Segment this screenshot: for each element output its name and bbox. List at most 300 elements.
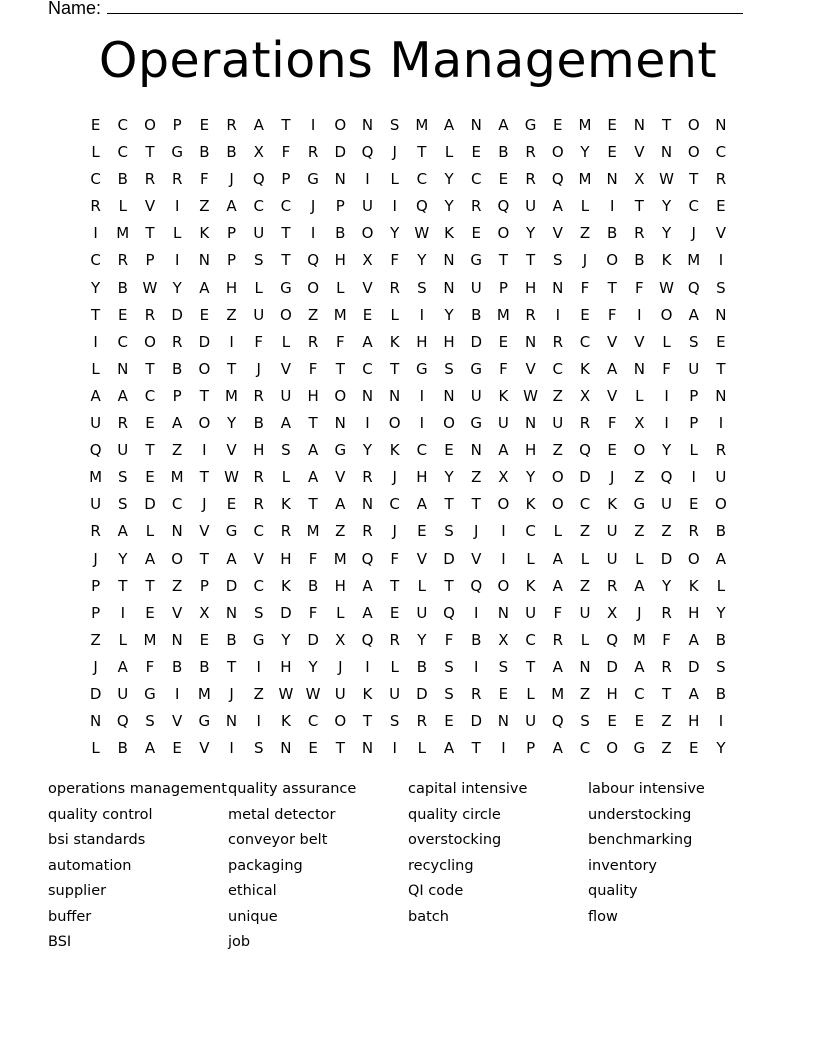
grid-letter: F bbox=[145, 657, 155, 676]
grid-letter: G bbox=[633, 495, 646, 514]
grid-letter: A bbox=[552, 657, 563, 676]
grid-letter: K bbox=[525, 576, 536, 595]
grid-letter: N bbox=[443, 386, 455, 405]
grid-letter: F bbox=[390, 549, 399, 568]
grid-letter: O bbox=[497, 495, 510, 514]
grid-letter: V bbox=[634, 143, 645, 162]
grid-letter: T bbox=[145, 224, 155, 243]
grid-letter: H bbox=[225, 278, 238, 297]
grid-letter: K bbox=[607, 495, 618, 514]
grid-letter: N bbox=[198, 251, 210, 270]
grid-letter: I bbox=[474, 603, 479, 622]
grid-letter: F bbox=[390, 251, 399, 270]
grid-letter: R bbox=[171, 332, 183, 351]
word-list-item: quality bbox=[588, 883, 638, 899]
grid-letter: R bbox=[471, 684, 482, 703]
grid-letter: V bbox=[172, 603, 183, 622]
grid-letter: K bbox=[688, 576, 699, 595]
grid-letter: N bbox=[470, 116, 482, 134]
grid-letter: S bbox=[389, 116, 400, 134]
grid-letter: N bbox=[361, 386, 374, 405]
grid-letter: C bbox=[416, 441, 428, 460]
grid-letter: T bbox=[716, 359, 726, 378]
grid-letter: S bbox=[444, 522, 454, 541]
grid-letter: S bbox=[253, 251, 264, 270]
grid-letter: Y bbox=[661, 576, 672, 595]
grid-letter: N bbox=[280, 739, 292, 758]
grid-letter: V bbox=[280, 359, 292, 378]
grid-letter: T bbox=[91, 305, 101, 324]
grid-letter: O bbox=[551, 143, 564, 162]
grid-letter: Q bbox=[687, 278, 700, 297]
grid-letter: S bbox=[118, 468, 128, 487]
grid-letter: E bbox=[444, 712, 454, 731]
name-underline bbox=[107, 0, 743, 14]
grid-letter: Q bbox=[89, 441, 102, 460]
grid-letter: T bbox=[308, 495, 318, 514]
grid-letter: L bbox=[336, 603, 345, 622]
grid-letter: Q bbox=[606, 630, 619, 649]
grid-letter: Y bbox=[308, 657, 318, 676]
grid-letter: V bbox=[199, 739, 210, 758]
grid-letter: B bbox=[607, 224, 618, 243]
grid-letter: T bbox=[281, 224, 291, 243]
grid-letter: F bbox=[335, 332, 345, 351]
grid-letter: D bbox=[416, 684, 428, 703]
grid-letter: N bbox=[171, 522, 183, 541]
grid-letter: M bbox=[415, 116, 429, 134]
grid-letter: X bbox=[199, 603, 210, 622]
grid-letter: C bbox=[416, 170, 428, 189]
grid-letter: N bbox=[470, 441, 482, 460]
grid-letter: R bbox=[171, 170, 183, 189]
grid-letter: E bbox=[199, 630, 210, 649]
grid-letter: Z bbox=[471, 468, 482, 487]
grid-letter: B bbox=[471, 630, 482, 649]
grid-letter: Z bbox=[307, 305, 319, 324]
word-list-item: operations management bbox=[48, 781, 227, 797]
grid-letter: U bbox=[361, 197, 373, 216]
grid-letter: I bbox=[419, 305, 425, 324]
grid-letter: H bbox=[416, 332, 428, 351]
grid-letter: R bbox=[144, 170, 156, 189]
grid-letter: U bbox=[525, 603, 537, 622]
grid-letter: M bbox=[225, 386, 238, 405]
grid-letter: L bbox=[662, 332, 671, 351]
grid-letter: L bbox=[526, 549, 535, 568]
grid-letter: P bbox=[227, 224, 237, 243]
grid-letter: S bbox=[281, 441, 291, 460]
grid-letter: G bbox=[633, 739, 646, 758]
grid-letter: U bbox=[688, 359, 700, 378]
grid-letter: I bbox=[609, 197, 615, 216]
grid-letter: O bbox=[497, 576, 510, 595]
grid-letter: N bbox=[334, 414, 346, 433]
grid-letter: A bbox=[552, 739, 563, 758]
grid-letter: F bbox=[308, 549, 318, 568]
grid-letter: C bbox=[389, 495, 400, 514]
grid-letter: T bbox=[199, 386, 209, 405]
grid-letter: Z bbox=[661, 739, 672, 758]
grid-letter: Q bbox=[252, 170, 265, 189]
grid-letter: C bbox=[280, 197, 292, 216]
grid-letter: L bbox=[580, 549, 590, 568]
grid-letter: Z bbox=[579, 576, 591, 595]
grid-letter: O bbox=[497, 224, 510, 243]
grid-letter: N bbox=[715, 386, 727, 405]
grid-letter: S bbox=[498, 657, 509, 676]
grid-letter: U bbox=[470, 386, 482, 405]
grid-letter: K bbox=[498, 386, 509, 405]
grid-letter: R bbox=[90, 522, 101, 541]
grid-letter: R bbox=[307, 143, 319, 162]
grid-letter: P bbox=[172, 116, 182, 134]
letter-grid bbox=[82, 112, 735, 762]
grid-letter: C bbox=[253, 197, 264, 216]
grid-letter: A bbox=[253, 116, 264, 134]
word-list-item: conveyor belt bbox=[228, 832, 328, 848]
grid-letter: U bbox=[117, 684, 129, 703]
grid-letter: H bbox=[688, 603, 700, 622]
grid-letter: Q bbox=[660, 468, 673, 487]
grid-letter: B bbox=[715, 522, 727, 541]
grid-letter: B bbox=[172, 359, 183, 378]
grid-letter: V bbox=[144, 197, 156, 216]
grid-letter: T bbox=[308, 414, 318, 433]
grid-letter: Z bbox=[335, 522, 346, 541]
page-title: Operations Management bbox=[98, 32, 718, 89]
grid-letter: D bbox=[687, 657, 700, 676]
word-list-item: BSI bbox=[48, 934, 72, 950]
grid-letter: J bbox=[637, 603, 642, 622]
grid-letter: R bbox=[307, 332, 319, 351]
grid-letter: M bbox=[116, 224, 130, 243]
word-list-item: QI code bbox=[408, 883, 464, 899]
grid-letter: F bbox=[200, 170, 209, 189]
grid-letter: U bbox=[579, 603, 591, 622]
grid-letter: U bbox=[715, 468, 727, 487]
grid-letter: M bbox=[170, 468, 184, 487]
grid-letter: P bbox=[335, 197, 345, 216]
grid-letter: E bbox=[90, 116, 101, 134]
grid-letter: U bbox=[525, 197, 537, 216]
grid-letter: J bbox=[310, 197, 316, 216]
word-list-column bbox=[408, 777, 588, 956]
word-list-item: quality assurance bbox=[228, 781, 357, 797]
grid-letter: L bbox=[91, 359, 100, 378]
grid-letter: E bbox=[417, 522, 427, 541]
grid-letter: V bbox=[525, 359, 536, 378]
grid-letter: B bbox=[715, 630, 727, 649]
grid-letter: A bbox=[117, 657, 128, 676]
grid-letter: Q bbox=[443, 603, 455, 622]
grid-letter: A bbox=[552, 549, 563, 568]
grid-letter: G bbox=[144, 684, 156, 703]
grid-letter: F bbox=[580, 278, 590, 297]
grid-letter: N bbox=[579, 657, 591, 676]
grid-letter: C bbox=[117, 116, 129, 134]
grid-letter: T bbox=[390, 576, 400, 595]
grid-letter: W bbox=[523, 386, 539, 405]
grid-letter: T bbox=[362, 712, 373, 731]
grid-letter: Y bbox=[226, 414, 237, 433]
grid-letter: U bbox=[470, 278, 482, 297]
grid-letter: T bbox=[335, 359, 345, 378]
grid-letter: M bbox=[551, 684, 565, 703]
grid-letter: M bbox=[496, 305, 510, 324]
grid-letter: O bbox=[443, 414, 455, 433]
grid-letter: I bbox=[637, 305, 642, 324]
grid-letter: E bbox=[498, 332, 509, 351]
word-list-item: labour intensive bbox=[588, 781, 705, 797]
grid-letter: Y bbox=[661, 224, 672, 243]
grid-letter: Z bbox=[552, 441, 563, 460]
grid-letter: M bbox=[306, 522, 320, 541]
grid-letter: E bbox=[145, 468, 155, 487]
grid-letter: M bbox=[578, 116, 592, 134]
grid-letter: T bbox=[444, 576, 454, 595]
grid-letter: Y bbox=[417, 630, 427, 649]
grid-letter: T bbox=[281, 251, 291, 270]
word-list-item: capital intensive bbox=[408, 781, 528, 797]
grid-letter: N bbox=[225, 603, 238, 622]
grid-letter: M bbox=[333, 305, 347, 324]
grid-letter: A bbox=[172, 414, 183, 433]
grid-letter: Q bbox=[415, 197, 428, 216]
grid-letter: B bbox=[253, 414, 264, 433]
name-label: Name: bbox=[48, 0, 102, 18]
word-list-item: understocking bbox=[588, 806, 692, 823]
grid-letter: B bbox=[335, 224, 346, 243]
word-list-column bbox=[588, 777, 768, 956]
grid-letter: M bbox=[143, 630, 157, 649]
grid-letter: R bbox=[90, 197, 101, 216]
grid-letter: F bbox=[607, 414, 617, 433]
grid-letter: A bbox=[335, 495, 346, 514]
grid-letter: A bbox=[362, 576, 373, 595]
grid-letter: Y bbox=[661, 441, 672, 460]
grid-letter: K bbox=[444, 224, 454, 243]
grid-letter: O bbox=[715, 495, 727, 514]
grid-letter: O bbox=[361, 224, 374, 243]
grid-letter: I bbox=[174, 197, 180, 216]
grid-letter: E bbox=[444, 441, 454, 460]
grid-letter: J bbox=[609, 468, 615, 487]
grid-letter: A bbox=[144, 549, 156, 568]
grid-letter: Z bbox=[579, 224, 591, 243]
grid-letter: C bbox=[552, 359, 564, 378]
word-list-item: automation bbox=[48, 857, 132, 874]
grid-letter: T bbox=[526, 657, 536, 676]
grid-letter: B bbox=[199, 143, 210, 162]
grid-letter: E bbox=[716, 197, 726, 216]
grid-letter: H bbox=[334, 251, 346, 270]
grid-letter: T bbox=[335, 739, 345, 758]
grid-letter: B bbox=[117, 278, 128, 297]
grid-letter: H bbox=[606, 684, 618, 703]
grid-letter: C bbox=[525, 630, 536, 649]
grid-letter: S bbox=[553, 251, 563, 270]
grid-letter: N bbox=[552, 278, 564, 297]
grid-letter: A bbox=[226, 549, 237, 568]
grid-letter: M bbox=[687, 251, 701, 270]
grid-letter: U bbox=[90, 495, 102, 514]
grid-letter: A bbox=[90, 386, 101, 405]
word-list bbox=[48, 777, 768, 956]
grid-letter: T bbox=[471, 739, 481, 758]
grid-letter: O bbox=[307, 278, 319, 297]
grid-letter: I bbox=[392, 739, 397, 758]
word-list-item: batch bbox=[408, 908, 449, 925]
grid-letter: U bbox=[606, 549, 618, 568]
grid-letter: K bbox=[280, 576, 291, 595]
grid-letter: C bbox=[715, 143, 727, 162]
grid-letter: C bbox=[634, 684, 645, 703]
grid-letter: E bbox=[688, 739, 699, 758]
grid-letter: A bbox=[362, 603, 373, 622]
grid-letter: E bbox=[716, 332, 726, 351]
grid-letter: L bbox=[118, 197, 127, 216]
grid-letter: F bbox=[308, 603, 318, 622]
grid-letter: N bbox=[89, 712, 102, 731]
grid-letter: K bbox=[362, 684, 373, 703]
grid-letter: Q bbox=[579, 441, 591, 460]
word-list-item: overstocking bbox=[408, 832, 502, 848]
grid-letter: E bbox=[607, 116, 617, 134]
word-list-item: quality circle bbox=[408, 806, 501, 823]
grid-letter: S bbox=[580, 712, 590, 731]
grid-letter: C bbox=[117, 332, 129, 351]
grid-letter: R bbox=[552, 630, 563, 649]
grid-letter: R bbox=[389, 630, 400, 649]
grid-letter: V bbox=[607, 332, 618, 351]
grid-letter: L bbox=[689, 441, 698, 460]
grid-letter: P bbox=[498, 278, 508, 297]
grid-letter: T bbox=[226, 359, 237, 378]
grid-letter: C bbox=[171, 495, 183, 514]
grid-letter: I bbox=[93, 224, 98, 243]
grid-letter: H bbox=[416, 468, 428, 487]
grid-letter: Q bbox=[551, 170, 564, 189]
grid-letter: Q bbox=[551, 712, 564, 731]
grid-letter: R bbox=[661, 657, 672, 676]
grid-letter: U bbox=[253, 305, 265, 324]
grid-letter: H bbox=[334, 576, 346, 595]
grid-letter: V bbox=[226, 441, 237, 460]
grid-letter: L bbox=[91, 143, 100, 162]
grid-letter: L bbox=[336, 278, 345, 297]
grid-letter: W bbox=[142, 278, 158, 297]
grid-letter: R bbox=[226, 116, 237, 134]
grid-letter: S bbox=[716, 657, 726, 676]
grid-letter: Z bbox=[579, 684, 591, 703]
grid-letter: L bbox=[145, 522, 155, 541]
grid-letter: B bbox=[715, 684, 727, 703]
grid-letter: I bbox=[718, 712, 724, 731]
grid-letter: N bbox=[225, 712, 238, 731]
grid-letter: W bbox=[305, 684, 321, 703]
grid-letter: A bbox=[280, 414, 292, 433]
grid-letter: C bbox=[307, 712, 319, 731]
grid-letter: I bbox=[229, 739, 234, 758]
grid-letter: I bbox=[365, 170, 370, 189]
grid-letter: F bbox=[254, 332, 264, 351]
grid-letter: K bbox=[389, 441, 400, 460]
grid-letter: A bbox=[226, 197, 237, 216]
grid-letter: G bbox=[470, 414, 483, 433]
grid-letter: A bbox=[688, 684, 699, 703]
grid-letter: O bbox=[606, 739, 619, 758]
grid-letter: B bbox=[117, 739, 128, 758]
word-list-item: flow bbox=[588, 908, 618, 925]
grid-letter: K bbox=[389, 332, 400, 351]
grid-letter: D bbox=[470, 332, 482, 351]
grid-letter: R bbox=[552, 332, 563, 351]
grid-letter: S bbox=[444, 684, 454, 703]
grid-letter: I bbox=[256, 657, 261, 676]
grid-letter: D bbox=[606, 657, 618, 676]
grid-letter: U bbox=[389, 684, 401, 703]
grid-letter: X bbox=[335, 630, 346, 649]
grid-letter: J bbox=[229, 684, 234, 703]
grid-letter: P bbox=[689, 414, 699, 433]
grid-letter: V bbox=[416, 549, 427, 568]
grid-letter: N bbox=[389, 386, 401, 405]
grid-letter: I bbox=[310, 116, 316, 134]
grid-letter: H bbox=[280, 657, 292, 676]
grid-letter: T bbox=[145, 441, 155, 460]
grid-letter: Y bbox=[716, 603, 726, 622]
word-list-column bbox=[228, 777, 408, 956]
grid-letter: J bbox=[93, 657, 98, 676]
grid-letter: K bbox=[661, 251, 672, 270]
grid-letter: A bbox=[607, 359, 618, 378]
grid-letter: I bbox=[392, 197, 397, 216]
grid-letter: H bbox=[524, 441, 537, 460]
grid-letter: P bbox=[91, 603, 101, 622]
grid-letter: S bbox=[716, 278, 726, 297]
grid-letter: C bbox=[525, 522, 536, 541]
grid-letter: Z bbox=[552, 386, 563, 405]
grid-letter: Y bbox=[172, 278, 182, 297]
grid-letter: N bbox=[660, 143, 673, 162]
grid-letter: L bbox=[716, 576, 726, 595]
grid-letter: T bbox=[634, 197, 644, 216]
grid-letter: L bbox=[417, 739, 427, 758]
grid-letter: I bbox=[202, 441, 207, 460]
grid-letter: I bbox=[310, 224, 316, 243]
grid-letter: L bbox=[390, 305, 399, 324]
grid-letter: T bbox=[417, 143, 427, 162]
grid-letter: A bbox=[144, 739, 156, 758]
grid-letter: B bbox=[307, 576, 319, 595]
grid-letter: Z bbox=[172, 576, 183, 595]
grid-letter: A bbox=[634, 576, 645, 595]
grid-letter: E bbox=[471, 143, 481, 162]
grid-letter: L bbox=[417, 576, 427, 595]
grid-letter: S bbox=[253, 739, 264, 758]
grid-letter: N bbox=[633, 116, 645, 134]
grid-letter: Q bbox=[307, 251, 319, 270]
grid-letter: C bbox=[253, 522, 264, 541]
grid-letter: A bbox=[443, 116, 455, 134]
grid-letter: O bbox=[198, 359, 211, 378]
grid-letter: P bbox=[526, 739, 536, 758]
grid-letter: W bbox=[659, 278, 674, 297]
grid-letter: T bbox=[526, 251, 536, 270]
grid-letter: A bbox=[634, 657, 645, 676]
grid-letter: A bbox=[307, 468, 319, 487]
